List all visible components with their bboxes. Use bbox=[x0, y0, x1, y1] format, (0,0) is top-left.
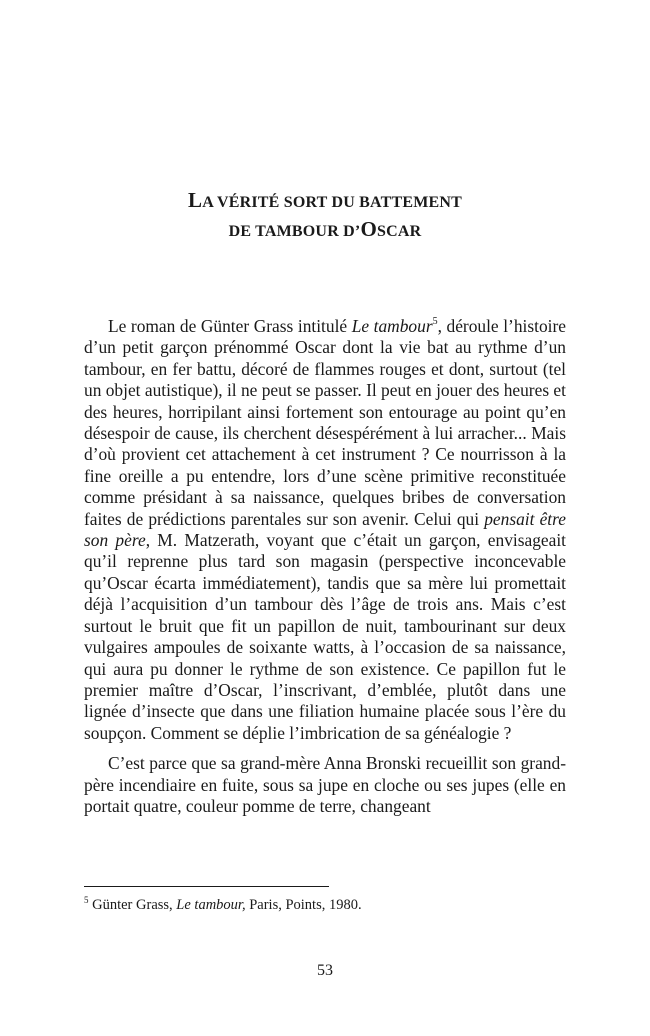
footnote-book-title: Le tambour, bbox=[176, 897, 246, 913]
chapter-title-line-2 bbox=[0, 216, 650, 245]
footnote-publication: Paris, Points, 1980. bbox=[245, 897, 362, 913]
footnote-number: 5 bbox=[84, 895, 89, 905]
book-title: Le tambour bbox=[351, 316, 433, 336]
emphasis-pensait: pensait être son père bbox=[84, 508, 566, 551]
footnote-reference[interactable]: 5 bbox=[432, 316, 438, 327]
title-initial-l: L bbox=[187, 188, 203, 213]
body-text bbox=[84, 316, 566, 817]
paragraph-2-text: C’est parce que sa grand-mère Anna Bronski recueillit son grand-père incendiaire en fuite, sous sa jupe en cloche ou ses jupes (elle en portait quatre, couleur pomme de terre, changeant bbox=[84, 753, 566, 816]
page-number: 53 bbox=[317, 962, 333, 979]
paragraph-1-part-1: Le roman de Günter Grass intitulé bbox=[108, 316, 352, 336]
title-line-2-tail: SCAR bbox=[376, 223, 422, 241]
title-line-2-text: DE TAMBOUR D’ bbox=[228, 223, 361, 241]
footnote bbox=[84, 896, 566, 914]
footnote-separator bbox=[84, 886, 329, 887]
paragraph-1 bbox=[84, 316, 566, 744]
title-line-1-text: A VÉRITÉ SORT DU BATTEMENT bbox=[202, 194, 463, 212]
paragraph-2 bbox=[84, 753, 566, 817]
title-initial-o: O bbox=[360, 217, 377, 242]
chapter-title-line-1 bbox=[0, 187, 650, 216]
paragraph-1-part-3: , M. Matzerath, voyant que c’était un garçon, envisageait qu’il reprenne plus tard son magasin (perspective inconcevable qu’Oscar écarta immédiatement), tandis que sa mère lui promettait déjà l’acquisition d’un tambour dès l’âge de trois ans. Mais c’est surtout le bruit que fit un papillon de nuit, tambourinant sur deux vulgaires ampoules de soixante watts, à l’occasion de sa naissance, qui aura pu donner le rythme de son existence. Ce papillon fut le premier maître d’Oscar, l’inscrivant, d’emblée, plutôt dans une lignée d’insecte que dans une filiation humaine placée sous l’ère du soupçon. Comment se déplie l’imbrication de sa généalogie ? bbox=[84, 530, 566, 743]
paragraph-1-part-2: , déroule l’histoire d’un petit garçon prénommé Oscar dont la vie bat au rythme d’un tambour, en fer battu, décoré de flammes rouges et dont, surtout (tel un objet autistique), il ne peut se passer. Il peut en jouer des heures et des heures, horripilant ainsi fortement son entourage au point qu’en désespoir de cause, ils cherchent désespérément à lui arracher... Mais d’où provient cet attachement à cet instrument ? Ce nourrisson à la fine oreille a pu entendre, lors d’une scène primitive reconstituée comme présidant à sa naissance, quelques bribes de conversation faites de prédictions parentales sur son avenir. Celui qui bbox=[84, 316, 566, 529]
chapter-title bbox=[0, 187, 650, 245]
footnote-author: Günter Grass, bbox=[88, 897, 177, 913]
